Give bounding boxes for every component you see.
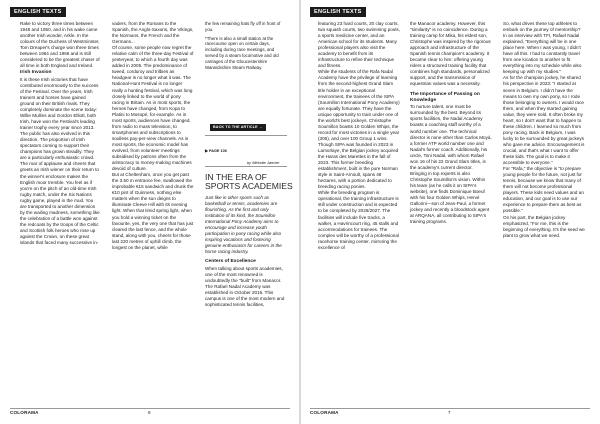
paragraph: On his part, the Belgian jockey emphasized, "For me, this is the beginning of everything. It's the seed we plant to grow what we need. [503,214,585,238]
brand-logo-right: COLORAMA [310,410,339,415]
subheading-irish-invasion: Irish Invasion [20,70,52,76]
page-reference[interactable]: ▶ PAGE 106 [205,149,227,153]
paragraph: For "Rafa," the objective is "to prepare young people for the future, not just for tennis, because we know that many of them will not become professional players. These kids need values and an education, and our goal is to use our experience to prepare them as best as possible." [503,166,584,214]
text-column-6 [410,21,492,406]
subheading-passing-on-knowledge: The Importance of Passing on Knowledge [410,91,480,103]
byline: by Mélodie Janvier [247,160,280,165]
footnote: *There is also a small station at the racecourse open on certain days, including during race meetings, and served by a steam locomotive and old carriages of the Gloucestershire Warwickshire Steam Railway. [205,35,279,70]
footer-rule-right [310,408,590,409]
divider [205,166,287,167]
paragraph: When talking about sports academies, one of the most renowned is undoubtedly the "built" from Manacor. The Rafael Nadal Academy was established in October 2016. This campus is one of the most modern and sophisticated tennis facilities, [205,265,285,308]
back-to-article-button[interactable]: BACK TO THE ARTICLE → [210,124,266,131]
paragraph: While the breeding program is operational, the training infrastructure is still under construction and is expected to be completed by 2026/2027. The facilities will include five tracks, a walker, a Havrincourt ring, 45 stalls and accommodations for trainees. The complex will be worthy of a professional racehorse training center, mirroring the excellence of [318,190,399,250]
page-number-left: 6 [148,410,151,415]
paragraph: the few remaining hats fly off in front of you. [205,21,281,32]
brand-logo-left: COLORAMA [10,410,39,415]
text-column-1 [20,21,100,406]
text-column-3 [205,21,287,141]
text-column-4 [205,195,287,407]
subheading-centers-of-excellence: Centers of Excellence [205,259,256,265]
paragraph: In an interview with TFI, Rafael Nadal explained, "Everything will be in one place here. When I was young, I didn't have all this. I had to constantly travel from one location to another to fit everything into my schedule while also keeping up with my studies." [503,33,582,75]
article-intro: Just like in other sports such as basketball or tennis, academies are flourishing. As the first and only institution of its kind, the Soumillon International Pony Academy aims to encourage and increase youth participation in pony racing while also inspiring vocations and fostering genuine enthusiasm for careers in the horse racing industry. [205,195,282,255]
text-column-7 [503,21,585,406]
paragraph: To nurture talent, one must be surrounded by the best. Beyond its sports facilities, the Nadal Academy boasts a coaching staff worthy of a world number one. The technical director is none other than Carlos Moyá, a former ATP world number one and Nadal's former coach. Additionally, his uncle, Toni Nadal, with whom Rafael won 16 of his 22 Grand Slam titles, is the academy's current director. [410,104,492,170]
paragraph: Rake to victory three times between 1948 and 1950, and in his wake came another Irish wonder, Arkle. In the colours of the Duchess of Westminster, Tom Dreaper's charge won three times between 1964 and 1966 and is still considered to be the greatest chaser of all time in both England and Ireland. [20,21,100,69]
section-tag-right: ENGLISH TEXTS [310,7,366,17]
paragraph: vaders, from the Romans to the Spanish, the Anglo-Saxons, the Vikings, the Normans, the French and the Germans... [112,21,194,45]
paragraph: featuring 23 hard courts, 20 clay courts, two squash courts, two swimming pools, a sports medicine center, and an American school for its students. Many professional players also visit the academy to benefit from its infrastructure to refine their technique and fitness. [318,21,400,69]
paragraph: But at Cheltenham, once you get past the 3.50 m entrance fee, swallowed the improbable €15 sandwich and drunk the €10 pint of Guinness, nothing else matters when the sun deigns to illuminate Cleeve Hill with its evening light. When that timid spring light, when you hold a winning ticket on the favourite, yes, the very one that has just cleared the last fence, and the whole stand, along with you, cheers for those last 220 metres of uphill climb, the longest on the planet, while [112,172,194,250]
page-gutter [299,0,301,424]
paragraph: So, what drives these top athletes to embark on the journey of mentorship? [503,21,581,33]
section-tag-left: ENGLISH TEXTS [10,7,66,17]
article-headline: IN THE ERA OF SPORTS ACADEMIES [205,172,293,192]
text-column-5 [318,21,400,406]
paragraph: Bringing in top experts is also Christophe Soumillon's vision. Within his team (as he calls it on SIPA's website), one finds Dominique Boeuf with his four Golden Whips, Hervé Gallorini—son of Jean-Paul, a former jockey and recently a bloodstock agent at ARQANA, all contributing to SIPA's training programs. [410,170,490,225]
paragraph: Of course, some people now regret the relative calm of the three-day Festival of yesteryear, to which a fourth day was added in 2005. The predominance of tweed, corduroy and trilbies as headgear is no longer what it was. The National-Hunt Festival is no longer really a hunting festival, which was long closely linked to the world of pony racing in Britain. As in most sports, the heroes have changed, from Kopa to Platini to Mosopé, for example. As in most sports, audiences have changed, from radio to mass television, to smartphones and subscriptions to soulless pay-per-view channels. As in most sports, the economic model has evolved, from volunteer meetings subsidised by patrons often from the aristocracy to money-making machines devoid of culture. [112,45,194,172]
paragraph: the Manacor academy. However, this "similarity" is no coincidence. During a training camp for Mika, his eldest son, Christophe was inspired by the rigorous approach and infrastructure of the Spanish tennis champion's academy. It became clear to him: offering young riders a structured training facility that combines high standards, personalized support, and the transmission of equestrian values was a necessity. [410,21,491,87]
footer-rule-left [10,408,290,409]
paragraph: As for the champion jockey, he shared his perspective in 2023: "I started at seven in Belgium. I didn't have the means to own my own pony, so I rode those belonging to owners. I would race them, and when they started gaining value, they were sold. It often broke my heart, so I don't want that to happen to these children. I learned so much from pony racing. Back in Belgium, I was lucky to be surrounded by great jockeys who gave me advice. Encouragement is crucial, and that's what I want to offer these kids. The goal is to make it accessible to everyone." [503,75,585,166]
text-column-2 [112,21,194,406]
paragraph: It is these Irish victories that have contributed enormously to the success of the Festival. Over the years, Irish trainers and horses have gained ground on their British rivals. They completely dominate the scene today: Willie Mullins and Gordon Elliott, both Irish, have won the Festival's leading trainer trophy every year since 2013. The public has also evolved in this direction. The proportion of Irish spectators coming to support their champions has grown steadily. They are a particularly enthusiastic crowd. The roar of applause and cheers that greets an Irish winner on their return to the winner's enclosure makes the English moor tremble. You feel as if you're on the pitch of an old-time Irish rugby match, under the Six Nations rugby game, played in the mud. You are transported to another dimension by the wailing madness, something like the celebration of a battle won against the redcoats by the troops of the Celtic and Scottish folk heroes who rose up against the Crown, on these great islands that faced many successive in- [20,76,100,246]
page-number-right: 7 [448,410,451,415]
divider [205,135,287,136]
paragraph: While the students of the Rafa Nadal Academy have the privilege of learning from the second-highest Grand Slam title holder in an exceptional environment, the trainees of the SIPA (Soumillon International Pony Academy) are equally fortunate. They have the unique opportunity to train under one of the world's best jockeys. Christophe Soumillon boasts 10 Golden Whips, the record for most victories in a single year (306), and over 100 Group 1 wins. Though SIPA was founded in 2023 in Lamorlaye, the Belgian jockey acquired the Haras des Marettes in the fall of 2023. This former breeding establishment, built in the pure Norman style in Saint-Arnoult, spans 48 hectares, with a portion dedicated to breeding racing ponies. [318,69,400,190]
